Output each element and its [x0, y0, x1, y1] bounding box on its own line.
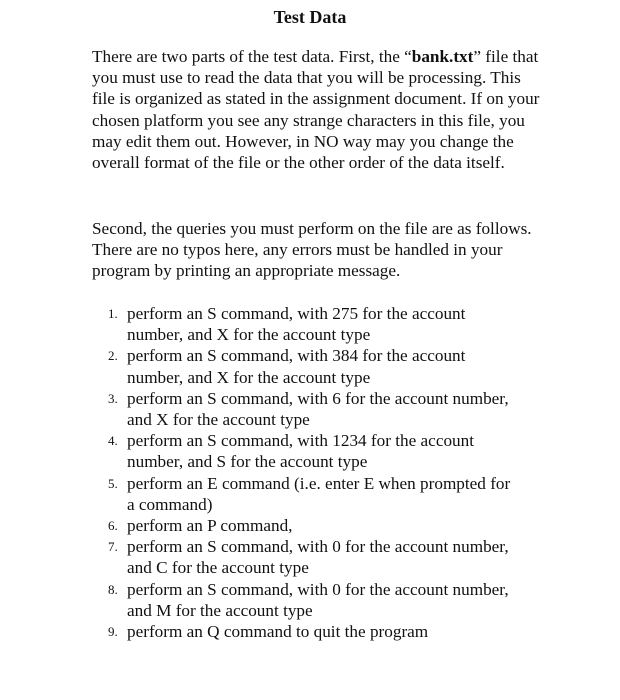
query-text-line1: perform an Q command to quit the program: [127, 622, 429, 642]
query-item: [108, 621, 548, 642]
query-number: 3.: [108, 390, 118, 406]
query-item: [108, 388, 548, 430]
query-text-line1: perform an S command, with 384 for the account: [127, 346, 466, 366]
query-text-line1: perform an S command, with 6 for the account number,: [127, 388, 509, 408]
bank-txt-filename: bank.txt: [411, 47, 474, 66]
query-item: [108, 536, 548, 578]
query-text-line2: and X for the account type: [127, 410, 310, 430]
query-text-line1: perform an S command, with 0 for the account number,: [127, 579, 509, 599]
query-item: [108, 473, 548, 515]
query-item: [108, 515, 548, 536]
query-number: 4.: [108, 433, 118, 449]
query-text-line2: number, and X for the account type: [127, 367, 371, 387]
query-text-line2: number, and X for the account type: [127, 325, 371, 345]
query-number: 1.: [108, 306, 118, 321]
query-item: [108, 430, 548, 472]
query-text-line1: perform an E command (i.e. enter E when prompted for: [127, 473, 511, 493]
query-item: [108, 579, 548, 621]
paragraph-queries-intro: Second, the queries you must perform on the file are as follows. There are no typos here, any errors must be handled in your program by printing an appropriate message.: [92, 219, 532, 281]
query-text-line2: and C for the account type: [127, 558, 309, 578]
paragraph-test-data-parts: [92, 46, 542, 173]
query-text-line2: and M for the account type: [127, 600, 313, 620]
document-title: Test Data: [273, 7, 347, 27]
query-number: 7.: [108, 539, 118, 555]
query-item: [108, 303, 548, 345]
query-number: 5.: [108, 475, 118, 491]
paragraph1-text-after: ” file that you must use to read the data that you will be processing. This file is organized as stated in the assignment document. If on your chosen platform you see any strange characters in this file, you may edit them out. However, in NO way may you change the overall format of the file or the other order of the data itself.: [92, 47, 540, 173]
query-list: [108, 303, 548, 642]
query-text-line1: perform an S command, with 1234 for the account: [127, 431, 474, 451]
query-text-line1: perform an P command,: [127, 516, 293, 536]
query-number: 6.: [108, 518, 118, 534]
query-item: [108, 345, 548, 387]
query-text-line2: a command): [127, 494, 213, 514]
query-text-line1: perform an S command, with 0 for the account number,: [127, 537, 509, 557]
query-number: 2.: [108, 348, 118, 364]
query-text-line1: perform an S command, with 275 for the account: [127, 304, 466, 323]
query-text-line2: number, and S for the account type: [127, 452, 368, 472]
query-number: 9.: [108, 624, 118, 640]
paragraph1-text-before: There are two parts of the test data. First, the “: [92, 47, 412, 66]
query-number: 8.: [108, 581, 118, 597]
